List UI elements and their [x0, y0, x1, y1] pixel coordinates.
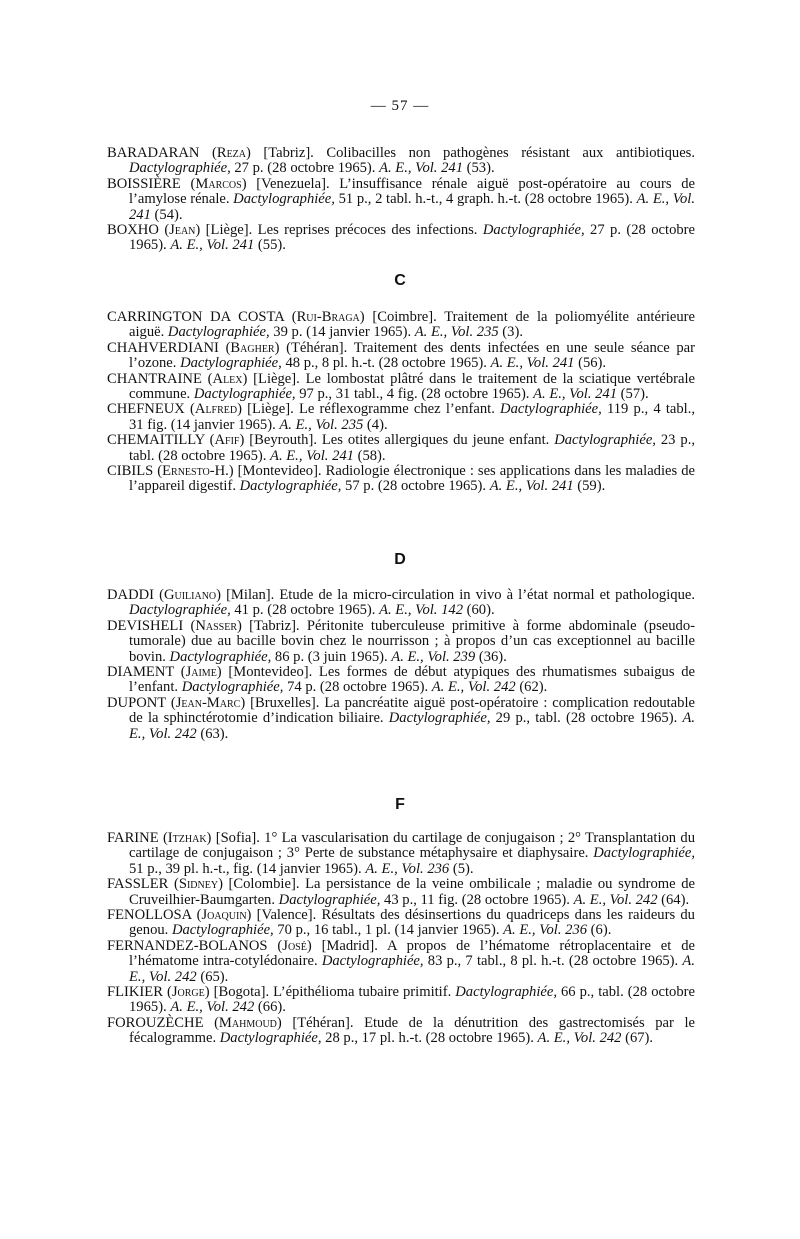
- author-first-name: (Bagher): [225, 339, 280, 356]
- entry-journal: Dactylographiée,: [171, 922, 274, 939]
- entry-number: (59).: [573, 478, 606, 495]
- author-name: FARINE: [107, 830, 159, 846]
- list-item: [107, 665, 695, 696]
- entries-group-b: [107, 146, 695, 254]
- entry-reference: A. E., Vol. 241: [379, 160, 463, 177]
- author-name: CHEFNEUX: [107, 401, 185, 418]
- list-item: [107, 908, 695, 939]
- entry-journal: Dactylographiée,: [554, 432, 656, 449]
- entry-number: (53).: [462, 160, 495, 177]
- entries-group-d: [107, 588, 695, 742]
- author-first-name: (Mahmoud): [214, 1014, 282, 1031]
- section-letter-c: C: [394, 272, 406, 289]
- entry-reference: A. E., Vol. 241: [129, 191, 696, 223]
- entry-details: 23 p., tabl. (28 octobre 1965).: [129, 432, 695, 464]
- entry-journal: Dactylographiée,: [180, 355, 282, 372]
- entry-number: (66).: [254, 999, 286, 1016]
- entry-reference: A. E., Vol. 241: [170, 237, 255, 254]
- author-first-name: (Reza): [211, 145, 251, 161]
- entry-text: [Venezuela]. L’insuffisance rénale aiguë post-opératoire au cours de l’amylose rénale.: [129, 175, 695, 208]
- entry-journal: Dactylographiée,: [129, 160, 231, 177]
- list-item: [107, 341, 695, 372]
- entry-number: (5).: [449, 860, 474, 877]
- entry-details: 74 p. (28 octobre 1965).: [283, 679, 432, 696]
- author-first-name: (Sidney): [173, 876, 223, 893]
- entry-details: 70 p., 16 tabl., 1 pl. (14 janvier 1965).: [273, 922, 504, 939]
- entry-text: [Beyrouth]. Les otites allergiques du jeune enfant.: [244, 432, 555, 449]
- entry-text: [Sofia]. 1° La vascularisation du cartilage de conjugaison ; 2° Transplantation du cartilage de conjugaison ; 3° Perte de substance métaphysaire et diaphysaire.: [129, 830, 695, 862]
- section-letter-f: F: [395, 796, 405, 813]
- entry-number: (4).: [363, 416, 388, 433]
- entry-reference: A. E., Vol. 242: [537, 1030, 622, 1047]
- author-first-name: (Jorge): [166, 984, 210, 1001]
- list-item: [107, 588, 695, 619]
- entry-number: (57).: [617, 386, 649, 403]
- author-first-name: (Ernesto-H.): [157, 463, 234, 480]
- entry-details: 83 p., 7 tabl., 8 pl. h.-t. (28 octobre 1965).: [423, 953, 683, 970]
- entry-reference: A. E., Vol. 242: [129, 953, 695, 985]
- entry-details: 29 p., tabl. (28 octobre 1965).: [490, 710, 683, 727]
- author-first-name: (Alex): [207, 370, 248, 387]
- entry-number: (56).: [574, 355, 607, 372]
- entry-number: (65).: [196, 968, 229, 985]
- entry-reference: A. E., Vol. 242: [431, 679, 516, 696]
- author-first-name: (Alfred): [190, 401, 242, 418]
- entry-text: (Téhéran]. Traitement des dents infectées en une seule séance par l’ozone.: [129, 339, 695, 372]
- author-name: FLIKIER: [107, 984, 163, 1001]
- author-first-name: (Nasser): [190, 617, 242, 634]
- author-name: FENOLLOSA: [107, 907, 192, 924]
- entry-journal: Dactylographiée,: [219, 1030, 322, 1047]
- entry-number: (3).: [498, 324, 523, 341]
- author-name: FASSLER: [107, 876, 169, 893]
- entry-reference: A. E., Vol. 241: [490, 355, 575, 372]
- entry-text: [Milan]. Etude de la micro-circulation in vivo à l’état normal et pathologique.: [221, 587, 695, 603]
- page-number: — 57 —: [370, 98, 430, 114]
- entry-number: (60).: [462, 602, 495, 619]
- author-name: BOXHO: [107, 222, 159, 239]
- entry-journal: Dactylographiée,: [321, 953, 424, 970]
- author-name: CHEMAITILLY: [107, 432, 205, 449]
- author-first-name: (Jean-Marc): [170, 694, 246, 711]
- author-first-name: (Itzhak): [162, 830, 212, 846]
- entry-journal: Dactylographiée,: [239, 478, 342, 495]
- list-item: [107, 985, 695, 1016]
- author-name: FOROUZÈCHE: [107, 1014, 204, 1031]
- author-name: FERNANDEZ-BOLANOS: [107, 937, 268, 954]
- entry-reference: A. E., Vol. 241: [489, 478, 574, 495]
- entry-text: [Montevideo]. Les formes de début atypiques des rhumatismes subaigus de l’enfant.: [129, 664, 695, 696]
- author-first-name: (Jean): [164, 222, 201, 239]
- entry-journal: Dactylographiée,: [169, 648, 272, 665]
- list-item: [107, 372, 695, 403]
- entry-details: 41 p. (28 octobre 1965).: [230, 602, 380, 619]
- entry-number: (63).: [196, 725, 229, 742]
- entry-details: 27 p. (28 octobre 1965).: [230, 160, 380, 177]
- entry-journal: Dactylographiée,: [593, 845, 695, 862]
- author-first-name: (José): [277, 937, 312, 954]
- author-first-name: (Marcos): [190, 175, 247, 192]
- list-item: [107, 831, 695, 877]
- entry-details: 39 p. (14 janvier 1965).: [269, 324, 415, 341]
- entry-journal: Dactylographiée,: [233, 191, 335, 208]
- entry-text: [Montevideo]. Radiologie électronique : ses applications dans les maladies de l’appareil digestif.: [129, 463, 695, 495]
- entry-reference: A. E., Vol. 241: [270, 447, 354, 464]
- list-item: [107, 310, 695, 341]
- author-name: CHANTRAINE: [107, 370, 202, 387]
- author-name: CHAHVERDIANI: [107, 339, 219, 356]
- entry-reference: A. E., Vol. 239: [391, 648, 476, 665]
- list-item: [107, 402, 695, 433]
- author-name: DEVISHELI: [107, 617, 184, 634]
- entry-text: [Tabriz]. Colibacilles non pathogènes résistant aux antibiotiques.: [250, 145, 695, 161]
- entry-journal: Dactylographiée,: [167, 324, 270, 341]
- list-item: [107, 619, 695, 665]
- entry-reference: A. E., Vol. 242: [573, 891, 658, 908]
- entry-number: (54).: [150, 206, 183, 223]
- entry-details: 28 p., 17 pl. h.-t. (28 octobre 1965).: [321, 1030, 538, 1047]
- entry-text: [Tabriz]. Péritonite tuberculeuse primitive à forme abdominale (pseudo-tumorale) due au bacille bovin chez le nourrisson ; à propos d’un cas exceptionnel au bacille bovin.: [129, 617, 695, 665]
- entry-text: [Liège]. Le lombostat plâtré dans le traitement de la sciatique vertébrale commune.: [129, 370, 695, 403]
- entry-reference: A. E., Vol. 236: [503, 922, 588, 939]
- entry-text: [Liège]. Le réflexogramme chez l’enfant.: [241, 401, 501, 418]
- section-letter-d: D: [394, 551, 406, 568]
- entry-number: (55).: [254, 237, 286, 254]
- entry-reference: A. E., Vol. 235: [414, 324, 499, 341]
- entry-details: 43 p., 11 fig. (28 octobre 1965).: [380, 891, 574, 908]
- entry-journal: Dactylographiée,: [455, 984, 557, 1001]
- entry-text: [Madrid]. A propos de l’hématome rétroplacentaire et de l’hématome intra-cotylédonaire.: [129, 937, 695, 970]
- entry-journal: Dactylographiée,: [129, 602, 231, 619]
- entry-reference: A. E., Vol. 242: [129, 710, 696, 742]
- entry-details: 48 p., 8 pl. h.-t. (28 octobre 1965).: [281, 355, 491, 372]
- author-name: BOISSIÈRE: [107, 175, 181, 192]
- entry-number: (58).: [353, 447, 386, 464]
- entries-group-c: [107, 310, 695, 495]
- entry-journal: Dactylographiée,: [500, 401, 602, 418]
- entry-number: (36).: [475, 648, 507, 665]
- author-first-name: (Guiliano): [159, 587, 222, 603]
- entry-details: 57 p. (28 octobre 1965).: [341, 478, 490, 495]
- list-item: [107, 433, 695, 464]
- entries-group-f: [107, 831, 695, 1047]
- author-first-name: (Afif): [209, 432, 245, 449]
- list-item: [107, 177, 695, 223]
- entry-details: 51 p., 39 pl. h.-t., fig. (14 janvier 1965).: [129, 860, 366, 877]
- list-item: [107, 939, 695, 985]
- entry-details: 27 p. (28 octobre 1965).: [129, 222, 695, 254]
- list-item: [107, 696, 695, 742]
- entry-text: [Bruxelles]. La pancréatite aiguë post-opératoire : complication redoutable de la sphinctérotomie d’indication biliaire.: [129, 694, 695, 727]
- entry-reference: A. E., Vol. 241: [533, 386, 618, 403]
- list-item: [107, 464, 695, 495]
- entry-reference: A. E., Vol. 142: [379, 602, 463, 619]
- entry-journal: Dactylographiée,: [482, 222, 585, 239]
- entry-reference: A. E., Vol. 236: [365, 860, 450, 877]
- author-name: CARRINGTON DA COSTA: [107, 309, 284, 325]
- author-name: BARADARAN: [107, 145, 200, 161]
- author-name: DADDI: [107, 587, 155, 603]
- entry-number: (62).: [515, 679, 548, 696]
- author-name: DUPONT: [107, 694, 166, 711]
- list-item: [107, 877, 695, 908]
- entry-journal: Dactylographiée,: [278, 891, 381, 908]
- entry-number: (64).: [657, 891, 690, 908]
- list-item: [107, 146, 695, 177]
- entry-details: 51 p., 2 tabl. h.-t., 4 graph. h.-t. (28 octobre 1965).: [334, 191, 637, 208]
- author-first-name: (Jaime): [180, 664, 222, 681]
- entry-journal: Dactylographiée,: [181, 679, 284, 696]
- list-item: [107, 223, 695, 254]
- entry-text: [Téhéran]. Etude de la dénutrition des gastrectomisés par le fécalogramme.: [129, 1014, 695, 1047]
- entry-number: (67).: [621, 1030, 654, 1047]
- entry-reference: A. E., Vol. 235: [279, 416, 364, 433]
- list-item: [107, 1016, 695, 1047]
- author-first-name: (Rui-Braga): [291, 309, 365, 325]
- entry-text: [Colombie]. La persistance de la veine ombilicale ; maladie ou syndrome de Cruveilhier-Baumgarten.: [129, 876, 695, 908]
- entry-details: 97 p., 31 tabl., 4 fig. (28 octobre 1965).: [295, 386, 534, 403]
- entry-details: 86 p. (3 juin 1965).: [271, 648, 392, 665]
- author-name: CIBILS: [107, 463, 154, 480]
- entry-text: [Valence]. Résultats des désinsertions du quadriceps dans les raideurs du genou.: [129, 907, 695, 939]
- entry-journal: Dactylographiée,: [388, 710, 491, 727]
- author-first-name: (Joaquin): [196, 907, 252, 924]
- entry-journal: Dactylographiée,: [193, 386, 296, 403]
- entry-text: [Bogota]. L’épithélioma tubaire primitif.: [209, 984, 456, 1001]
- entry-details: 119 p., 4 tabl., 31 fig. (14 janvier 1965).: [129, 401, 695, 433]
- entry-text: [Coimbre]. Traitement de la poliomyélite antérieure aiguë.: [129, 309, 695, 341]
- author-name: DIAMENT: [107, 664, 175, 681]
- entry-reference: A. E., Vol. 242: [170, 999, 255, 1016]
- entry-number: (6).: [587, 922, 612, 939]
- entry-text: [Liège]. Les reprises précoces des infections.: [200, 222, 483, 239]
- entry-details: 66 p., tabl. (28 octobre 1965).: [129, 984, 695, 1016]
